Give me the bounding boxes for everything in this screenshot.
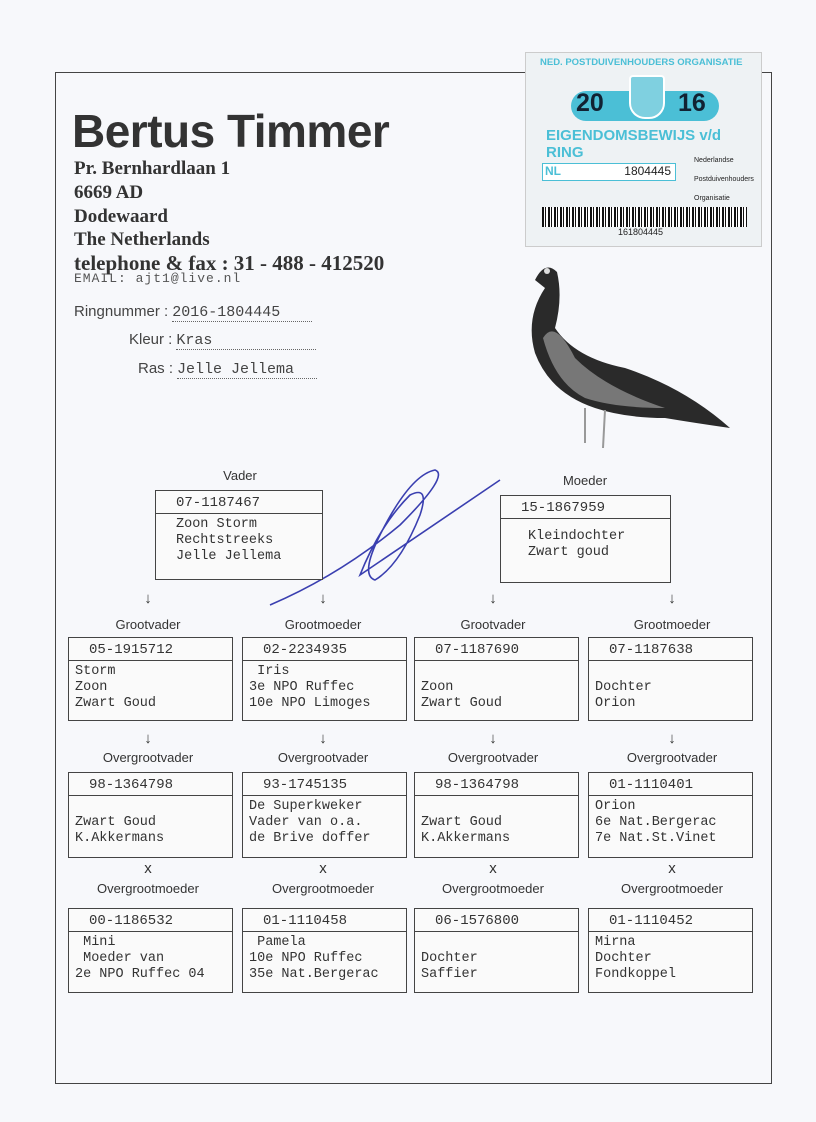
barcode-number: 161804445: [618, 227, 664, 237]
generation-label: Overgrootmoeder: [97, 881, 199, 896]
sticker-npo-legend: [694, 151, 754, 208]
pedigree-box-moeder: [500, 495, 671, 583]
description: Iris 3e NPO Ruffec 10e NPO Limoges: [249, 664, 371, 711]
generation-label: Grootvader: [115, 617, 181, 632]
down-arrow-icon: ↓: [668, 590, 676, 607]
ring-number: 98-1364798: [69, 773, 232, 796]
down-arrow-icon: ↓: [144, 590, 152, 607]
ring-number: 07-1187690: [415, 638, 578, 661]
field-ras: [138, 360, 317, 379]
ring-ownership-sticker: [525, 52, 762, 247]
description: De Superkweker Vader van o.a. de Brive doffer: [249, 799, 371, 846]
label-vader: Vader: [223, 468, 257, 483]
description: Zoon Storm Rechtstreeks Jelle Jellema: [176, 517, 282, 564]
pedigree-box: [242, 772, 407, 858]
email: EMAIL: ajt1@live.nl: [74, 271, 242, 286]
down-arrow-icon: ↓: [668, 730, 676, 747]
pedigree-box: [242, 637, 407, 721]
sticker-org: NED. POSTDUIVENHOUDERS ORGANISATIE: [540, 57, 743, 68]
barcode: [542, 207, 747, 227]
description: Zwart Goud K.Akkermans: [421, 815, 511, 846]
generation-label: Overgrootvader: [277, 750, 369, 765]
field-ringnummer: [74, 303, 312, 322]
pedigree-box: [414, 908, 579, 993]
sticker-number: 1804445: [624, 164, 671, 178]
lion-crest-icon: [629, 75, 665, 119]
description: Mirna Dochter Fondkoppel: [595, 935, 677, 982]
pedigree-box: [68, 772, 233, 858]
field-value: Kras: [176, 332, 316, 350]
down-arrow-icon: ↓: [319, 730, 327, 747]
generation-label: Grootmoeder: [284, 617, 362, 632]
generation-label: Overgrootmoeder: [621, 881, 723, 896]
npo-n: Nederlandse: [694, 157, 734, 164]
down-arrow-icon: ↓: [489, 590, 497, 607]
pedigree-box-vader: [155, 490, 323, 580]
pedigree-box: [242, 908, 407, 993]
ring-number: 07-1187638: [589, 638, 752, 661]
description: Storm Zoon Zwart Goud: [75, 664, 157, 711]
address-city: Dodewaard: [74, 206, 168, 227]
field-label: Ringnummer :: [74, 303, 169, 320]
sticker-ring-field: [542, 163, 676, 181]
ring-number: 01-1110458: [243, 909, 406, 932]
sticker-year-right: 16: [678, 89, 706, 117]
generation-label: Overgrootvader: [626, 750, 718, 765]
sticker-country: NL: [545, 164, 561, 178]
address-street: Pr. Bernhardlaan 1: [74, 158, 231, 179]
ring-number: 02-2234935: [243, 638, 406, 661]
generation-label: Overgrootvader: [447, 750, 539, 765]
ring-number: 98-1364798: [415, 773, 578, 796]
field-label: Ras :: [138, 360, 174, 377]
pedigree-box: [588, 772, 753, 858]
generation-label: Overgrootvader: [102, 750, 194, 765]
pigeon-photo: [515, 258, 740, 468]
down-arrow-icon: ↓: [144, 730, 152, 747]
ring-number: 93-1745135: [243, 773, 406, 796]
generation-label: Grootvader: [460, 617, 526, 632]
ring-number: 00-1186532: [69, 909, 232, 932]
description: Pamela 10e NPO Ruffec 35e Nat.Bergerac: [249, 935, 379, 982]
field-kleur: [129, 331, 316, 350]
owner-name: Bertus Timmer: [72, 105, 390, 157]
down-arrow-icon: ↓: [319, 590, 327, 607]
generation-label: Overgrootmoeder: [442, 881, 544, 896]
pedigree-box: [414, 772, 579, 858]
npo-o: Organisatie: [694, 195, 730, 202]
sticker-year-left: 20: [576, 89, 604, 117]
ring-number: 01-1110452: [589, 909, 752, 932]
field-label: Kleur :: [129, 331, 173, 348]
description: Dochter Orion: [595, 680, 652, 711]
cross-symbol: x: [489, 860, 497, 877]
ring-number: 05-1915712: [69, 638, 232, 661]
ring-number: 15-1867959: [501, 496, 670, 519]
ring-number: 06-1576800: [415, 909, 578, 932]
pedigree-box: [68, 637, 233, 721]
description: Zwart Goud K.Akkermans: [75, 815, 165, 846]
address-postcode: 6669 AD: [74, 182, 144, 203]
phone: telephone & fax : 31 - 488 - 412520: [74, 251, 385, 275]
description: Mini Moeder van 2e NPO Ruffec 04: [75, 935, 205, 982]
pedigree-box: [68, 908, 233, 993]
description: Dochter Saffier: [421, 951, 478, 982]
description: Zoon Zwart Goud: [421, 680, 503, 711]
cross-symbol: x: [668, 860, 676, 877]
field-value: Jelle Jellema: [177, 361, 317, 379]
pedigree-box: [588, 637, 753, 721]
label-moeder: Moeder: [562, 473, 608, 488]
ring-number: 07-1187467: [156, 491, 322, 514]
field-value: 2016-1804445: [172, 304, 312, 322]
generation-label: Grootmoeder: [633, 617, 711, 632]
pedigree-box: [588, 908, 753, 993]
npo-p: Postduivenhouders: [694, 176, 754, 183]
address-country: The Netherlands: [74, 229, 210, 250]
description: Kleindochter Zwart goud: [528, 529, 626, 560]
cross-symbol: x: [144, 860, 152, 877]
ring-number: 01-1110401: [589, 773, 752, 796]
sticker-title: EIGENDOMSBEWIJS v/d RING: [546, 127, 722, 161]
description: Orion 6e Nat.Bergerac 7e Nat.St.Vinet: [595, 799, 717, 846]
pedigree-box: [414, 637, 579, 721]
cross-symbol: x: [319, 860, 327, 877]
generation-label: Overgrootmoeder: [272, 881, 374, 896]
down-arrow-icon: ↓: [489, 730, 497, 747]
